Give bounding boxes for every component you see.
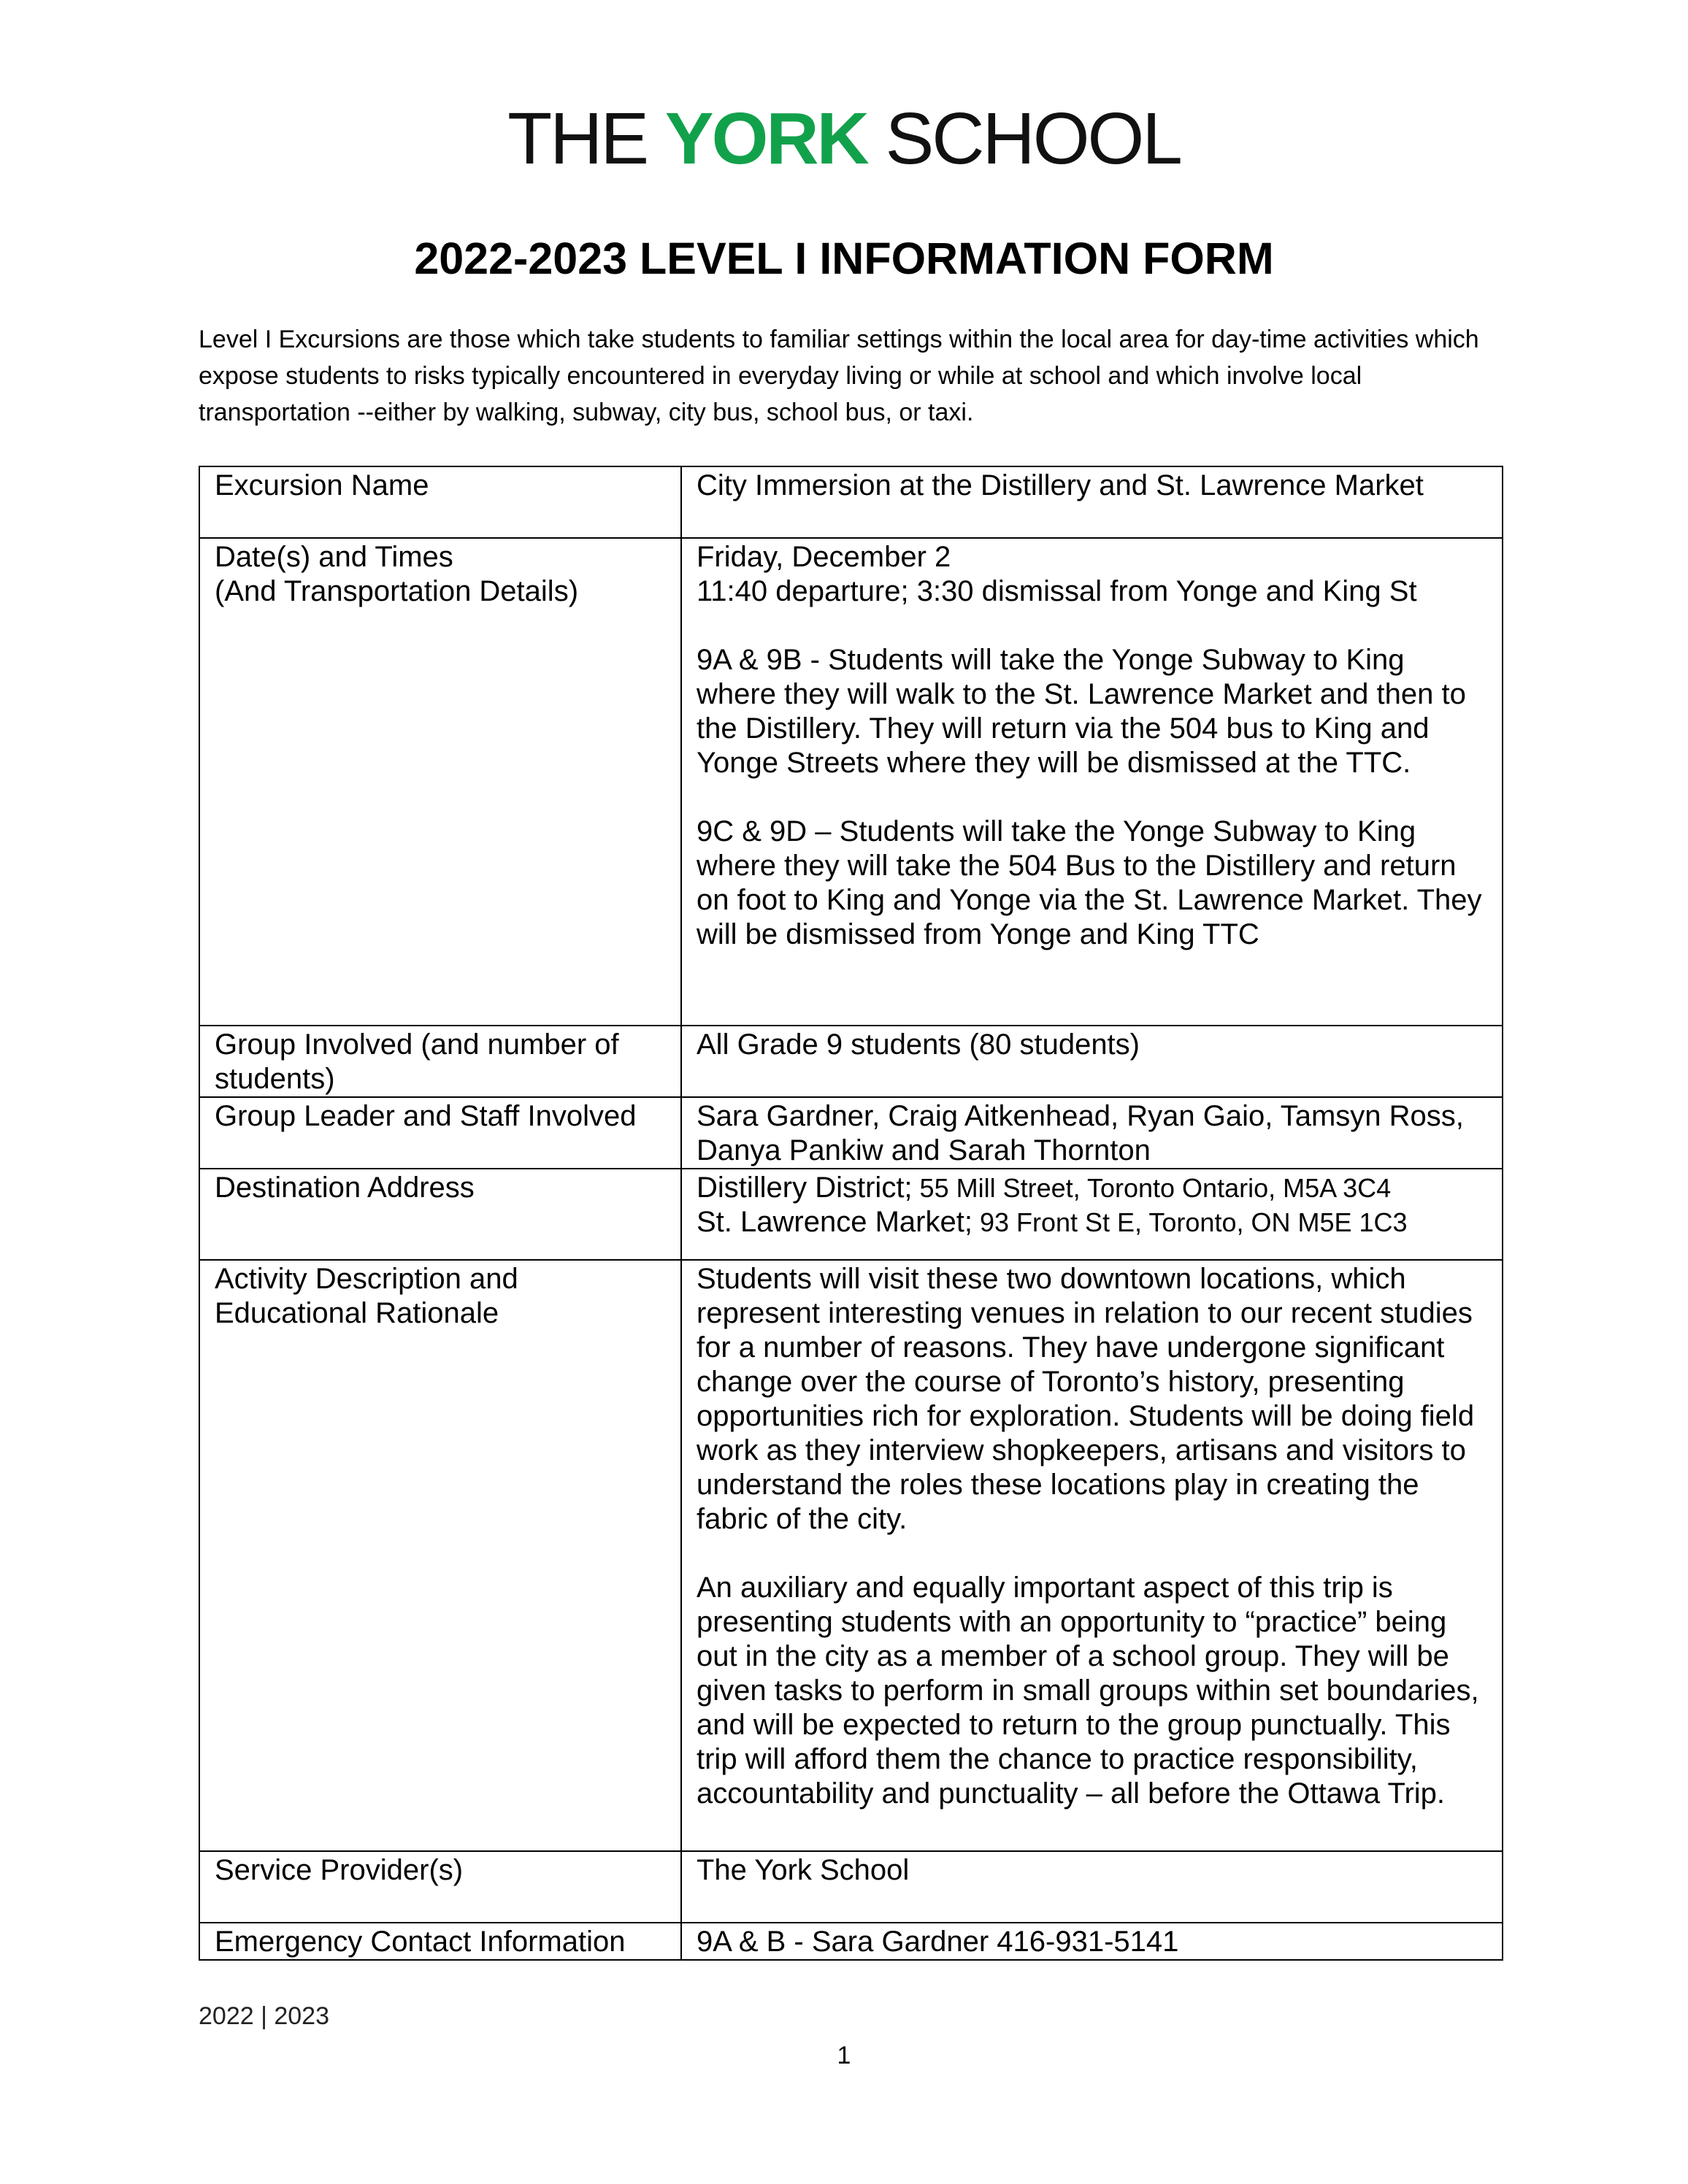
value-service-provider (681, 1851, 1503, 1923)
label-text: Group Involved (and number of students) (215, 1028, 619, 1095)
information-table (199, 466, 1503, 1961)
label-group-involved (199, 1026, 681, 1097)
value-text: The York School (697, 1854, 910, 1886)
footer-years: 2022 | 2023 (199, 2002, 329, 2030)
label-text: Service Provider(s) (215, 1854, 464, 1886)
destination-line-2 (697, 1205, 1489, 1239)
form-title: 2022-2023 LEVEL I INFORMATION FORM (414, 234, 1274, 283)
transport-9ab: 9A & 9B - Students will take the Yonge Subway to King where they will walk to the St. Lawrence Market and then to the Distillery. They will return via the 504 bus to King and Yonge Streets where they will be dismissed at the TTC. (697, 644, 1466, 779)
label-dates-times (199, 538, 681, 1026)
value-destination-address (681, 1169, 1503, 1260)
logo-text-the: THE (507, 98, 665, 180)
spacer (697, 1537, 1489, 1571)
row-destination-address (199, 1169, 1503, 1260)
row-staff-involved (199, 1097, 1503, 1169)
label-activity-description (199, 1260, 681, 1851)
place-address: 55 Mill Street, Toronto Ontario, M5A 3C4 (912, 1173, 1392, 1203)
label-text: Group Leader and Staff Involved (215, 1100, 637, 1132)
activity-paragraph-2: An auxiliary and equally important aspect of this trip is presenting students with an opportunity to “practice” being out in the city as a member of a school group. They will be given tasks to perform in small groups within set boundaries, and will be expected to return to the group punctually. This trip will afford them the chance to practice responsibility, accountability and punctuality – all before the Ottawa Trip. (697, 1572, 1479, 1810)
spacer (697, 609, 1489, 643)
destination-line-1 (697, 1171, 1489, 1205)
activity-paragraph-1: Students will visit these two downtown locations, which represent interesting venues in relation to our recent studies for a number of reasons. They have undergone significant change over the course of Toronto’s history, presenting opportunities rich for exploration. Students will be doing field work as they interview shopkeepers, artisans and visitors to understand the roles these locations play in creating the fabric of the city. (697, 1263, 1475, 1535)
value-group-involved (681, 1026, 1503, 1097)
row-emergency-contact (199, 1923, 1503, 1960)
row-excursion-name (199, 466, 1503, 538)
transport-9cd: 9C & 9D – Students will take the Yonge Subway to King where they will take the 504 Bus to the Distillery and return on foot to King and Yonge via the St. Lawrence Market. They will be dismissed from Yonge and King TTC (697, 815, 1482, 950)
label-text: Destination Address (215, 1172, 475, 1204)
trip-times: 11:40 departure; 3:30 dismissal from Yonge and King St (697, 575, 1417, 607)
spacer (697, 780, 1489, 815)
value-text: All Grade 9 students (80 students) (697, 1028, 1140, 1061)
value-excursion-name (681, 466, 1503, 538)
value-text: 9A & B - Sara Gardner 416-931-5141 (697, 1926, 1179, 1958)
place-name: Distillery District; (697, 1172, 913, 1204)
value-activity-description (681, 1260, 1503, 1851)
label-text: Excursion Name (215, 469, 429, 501)
label-line: Educational Rationale (215, 1297, 499, 1329)
value-text: Sara Gardner, Craig Aitkenhead, Ryan Gaio, Tamsyn Ross, Danya Pankiw and Sarah Thornton (697, 1100, 1464, 1166)
intro-paragraph: Level I Excursions are those which take students to familiar settings within the local area for day-time activities which expose students to risks typically encountered in everyday living or while at school and which involve local transportation --either by walking, subway, city bus, school bus, or taxi. (199, 326, 1479, 426)
place-address: 93 Front St E, Toronto, ON M5E 1C3 (972, 1207, 1408, 1237)
page-number: 1 (837, 2042, 851, 2069)
label-emergency-contact (199, 1923, 681, 1960)
logo-text-york: YORK (664, 98, 867, 180)
label-service-provider (199, 1851, 681, 1923)
label-line: Date(s) and Times (215, 541, 453, 573)
label-destination-address (199, 1169, 681, 1260)
label-staff-involved (199, 1097, 681, 1169)
logo-text-school: SCHOOL (867, 98, 1181, 180)
value-dates-times (681, 538, 1503, 1026)
row-service-provider (199, 1851, 1503, 1923)
place-name: St. Lawrence Market; (697, 1206, 972, 1238)
label-line: (And Transportation Details) (215, 575, 579, 607)
row-group-involved (199, 1026, 1503, 1097)
label-text: Emergency Contact Information (215, 1926, 626, 1958)
school-logo (0, 98, 1688, 180)
label-line: Activity Description and (215, 1263, 518, 1295)
value-staff-involved (681, 1097, 1503, 1169)
row-dates-times (199, 538, 1503, 1026)
row-activity-description (199, 1260, 1503, 1851)
value-text: City Immersion at the Distillery and St. Lawrence Market (697, 469, 1424, 501)
trip-date: Friday, December 2 (697, 541, 951, 573)
label-excursion-name (199, 466, 681, 538)
value-emergency-contact (681, 1923, 1503, 1960)
